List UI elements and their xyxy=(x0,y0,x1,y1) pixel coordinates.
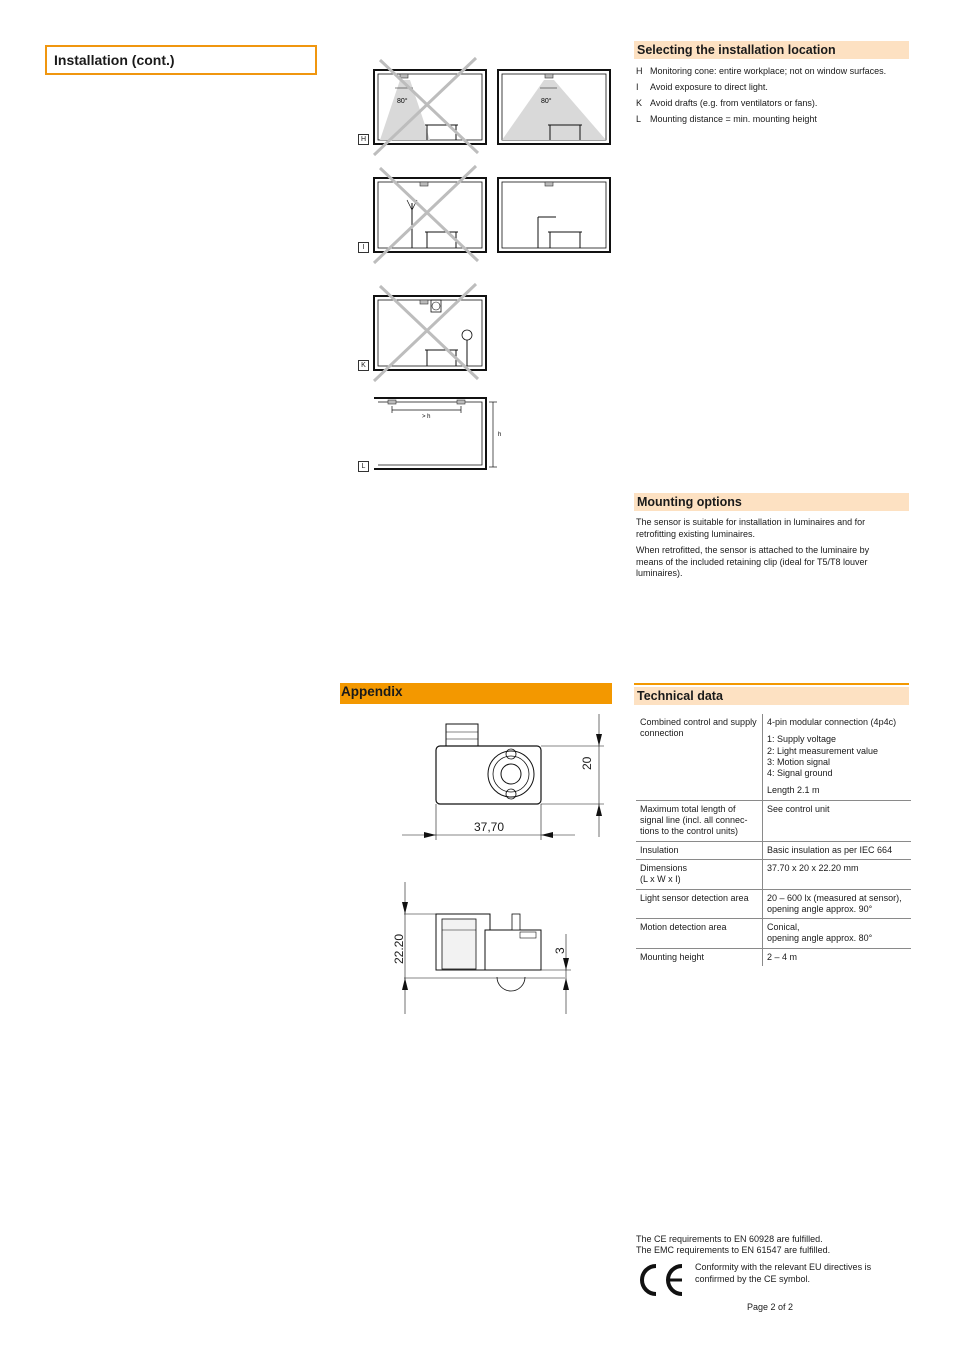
section-title-technical-data: Technical data xyxy=(634,687,909,705)
table-cell-value: 20 – 600 lx (measured at sensor), opening angle approx. 90° xyxy=(763,889,912,919)
table-row xyxy=(636,889,911,919)
page-number: Page 2 of 2 xyxy=(747,1302,794,1312)
ce-requirement: The CE requirements to EN 60928 are fulfilled. xyxy=(636,1234,823,1244)
list-item: K Avoid drafts (e.g. from ventilators or fans). xyxy=(636,98,818,108)
section-title-selecting-location: Selecting the installation location xyxy=(634,41,909,59)
table-cell-label: Dimensions (L x W x I) xyxy=(636,859,763,889)
emc-requirement: The EMC requirements to EN 61547 are fulfilled. xyxy=(636,1245,831,1255)
dimension-small: 3 xyxy=(553,947,567,954)
table-cell-label: Light sensor detection area xyxy=(636,889,763,919)
table-cell-label: Mounting height xyxy=(636,948,763,966)
figure-i-wrong xyxy=(374,166,486,263)
angle-label: 80° xyxy=(397,98,408,105)
ce-mark-icon xyxy=(636,1262,686,1298)
angle-label: 80° xyxy=(541,98,552,105)
mounting-paragraph-1: The sensor is suitable for installation in luminaires and for retrofitting existing luminaires. xyxy=(636,517,866,539)
dimension-height: 20 xyxy=(580,756,594,770)
section-title-mounting-options: Mounting options xyxy=(634,493,909,511)
table-cell-value: 2 – 4 m xyxy=(767,951,798,962)
section-title: Installation (cont.) xyxy=(54,52,175,68)
list-item: L Mounting distance = min. mounting height xyxy=(636,114,817,124)
table-cell-label: Insulation xyxy=(636,841,763,859)
section-title-appendix: Appendix xyxy=(340,683,612,704)
figure-k-wrong xyxy=(374,284,486,381)
list-item: H Monitoring cone: entire workplace; not on window surfaces. xyxy=(636,66,887,76)
table-cell-value: 4-pin modular connection (4p4c) 1: Supply voltage 2: Light measurement value 3: Motion signal 4: Signal ground Length 2.1 m xyxy=(763,714,912,800)
table-cell-value: Conical, opening angle approx. 80° xyxy=(763,919,912,949)
mounting-paragraph-2: When retrofitted, the sensor is attached to the luminaire by means of the included retaining clip (ideal for T5/T8 louver luminaires). xyxy=(636,545,870,578)
dimension-depth: 22.20 xyxy=(392,933,406,964)
table-cell-value: 37.70 x 20 x 22.20 mm xyxy=(763,859,912,889)
table-row xyxy=(636,714,911,800)
table-cell-label: Motion detection area xyxy=(636,919,763,949)
table-row xyxy=(636,919,911,949)
table-row xyxy=(636,841,911,859)
dimension-width: 37,70 xyxy=(474,820,505,834)
figure-h-wrong xyxy=(374,58,486,155)
table-cell-label: Combined control and supply connection xyxy=(636,714,763,800)
figure-label-l: L xyxy=(358,461,369,472)
installation-location-figures xyxy=(350,55,620,475)
figure-label-h: H xyxy=(358,134,369,145)
figure-l-mounting-distance xyxy=(374,398,497,469)
table-cell-value: See control unit xyxy=(763,800,912,841)
table-row xyxy=(636,859,911,889)
figure-h-correct xyxy=(498,70,610,144)
list-item: I Avoid exposure to direct light. xyxy=(636,82,768,92)
table-cell-label: Maximum total length of signal line (incl. all connec-tions to the control units) xyxy=(636,800,763,841)
height-label: h xyxy=(498,432,502,438)
conformity-statement: Conformity with the relevant EU directives is confirmed by the CE symbol. xyxy=(695,1262,872,1284)
sensor-side-view xyxy=(402,882,571,1014)
table-row xyxy=(636,800,911,841)
divider xyxy=(634,683,909,685)
figure-label-i: I xyxy=(358,242,369,253)
figure-label-k: K xyxy=(358,360,369,371)
table-row xyxy=(636,948,911,966)
figure-i-correct xyxy=(498,178,610,252)
section-header-installation xyxy=(45,45,317,75)
table-cell-value: Basic insulation as per IEC 664 xyxy=(763,841,912,859)
distance-label: > h xyxy=(422,414,431,420)
technical-data-table xyxy=(636,714,911,966)
